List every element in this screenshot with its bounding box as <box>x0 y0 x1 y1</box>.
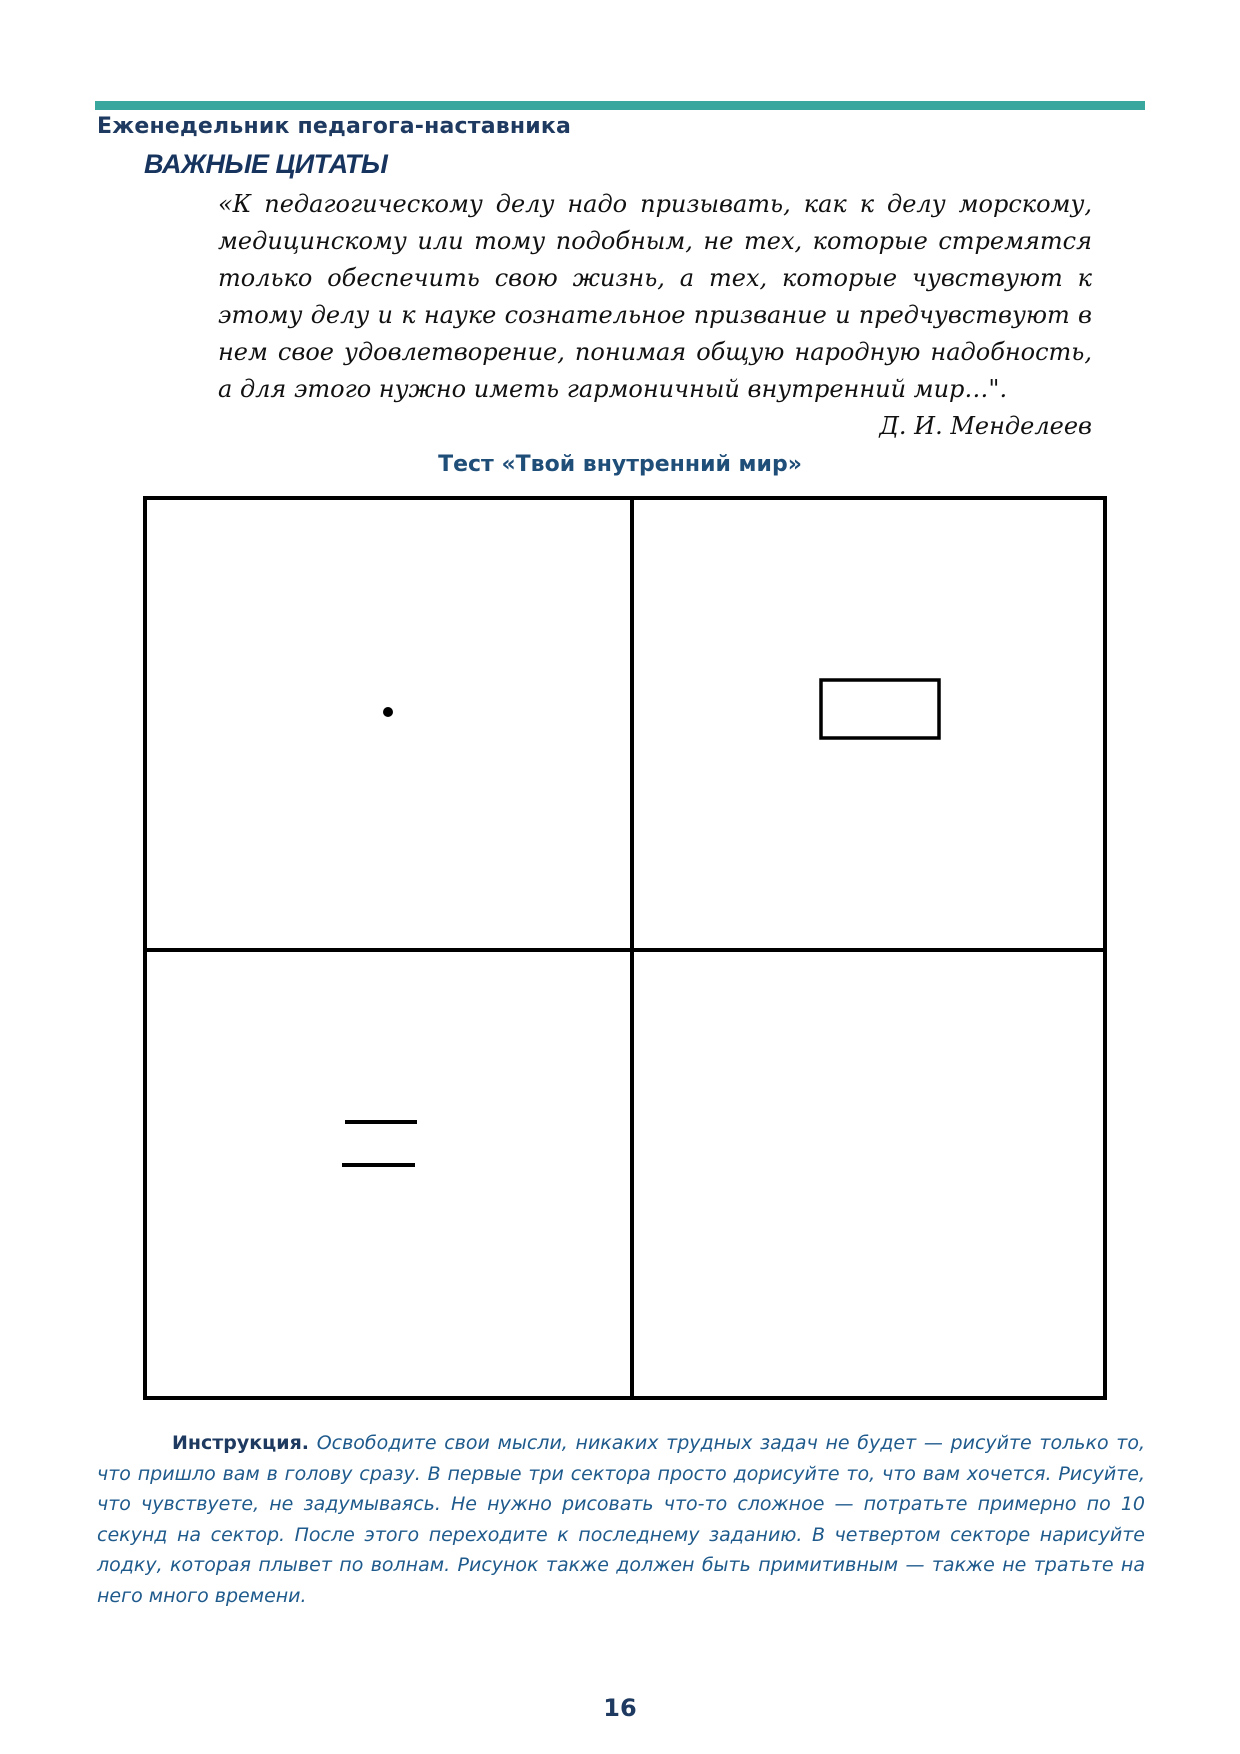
page-number: 16 <box>603 1694 637 1722</box>
sector-2[interactable] <box>634 500 1103 948</box>
running-title: Еженедельник педагога-наставника <box>97 114 572 139</box>
quote-author: Д. И. Менделеев <box>879 412 1092 440</box>
instruction-text: Освободите свои мысли, никаких трудных задач не будет — рисуйте только то, что пришло вам в голову сразу. В первые три сектора просто дорисуйте то, что вам хочется. Рисуйте, что чувствуете, не задумываясь. Не нужно рисовать что-то сложное — потратьте примерно по 10 секунд на сектор. После этого переходите к последнему заданию. В четвертом секторе нарисуйте лодку, которая плывет по волнам. Рисунок также должен быть примитивным — также не тратьте на него много времени. <box>97 1432 1145 1607</box>
sector-1[interactable] <box>147 500 630 948</box>
sector-3[interactable] <box>147 952 630 1396</box>
instruction-lead: Инструкция. <box>172 1432 309 1454</box>
instruction <box>97 1428 1145 1611</box>
test-title: Тест «Твой внутренний мир» <box>438 452 802 477</box>
sector-4[interactable] <box>634 952 1103 1396</box>
quote-text: «К педагогическому делу надо призывать, как к делу морскому, медицинскому или тому подобным, не тех, которые стремятся только обеспечить свою жизнь, а тех, которые чувствуют к этому делу и к науке сознательное призвание и предчувствуют в нем свое удовлетворение, понимая общую народную надобность, а для этого нужно иметь гармоничный внутренний мир…". <box>218 190 1092 403</box>
section-title: ВАЖНЫЕ ЦИТАТЫ <box>144 149 388 179</box>
header-accent-rule <box>95 101 1145 110</box>
test-sectors-grid <box>143 496 1107 1400</box>
sector-1-dot <box>383 707 393 717</box>
